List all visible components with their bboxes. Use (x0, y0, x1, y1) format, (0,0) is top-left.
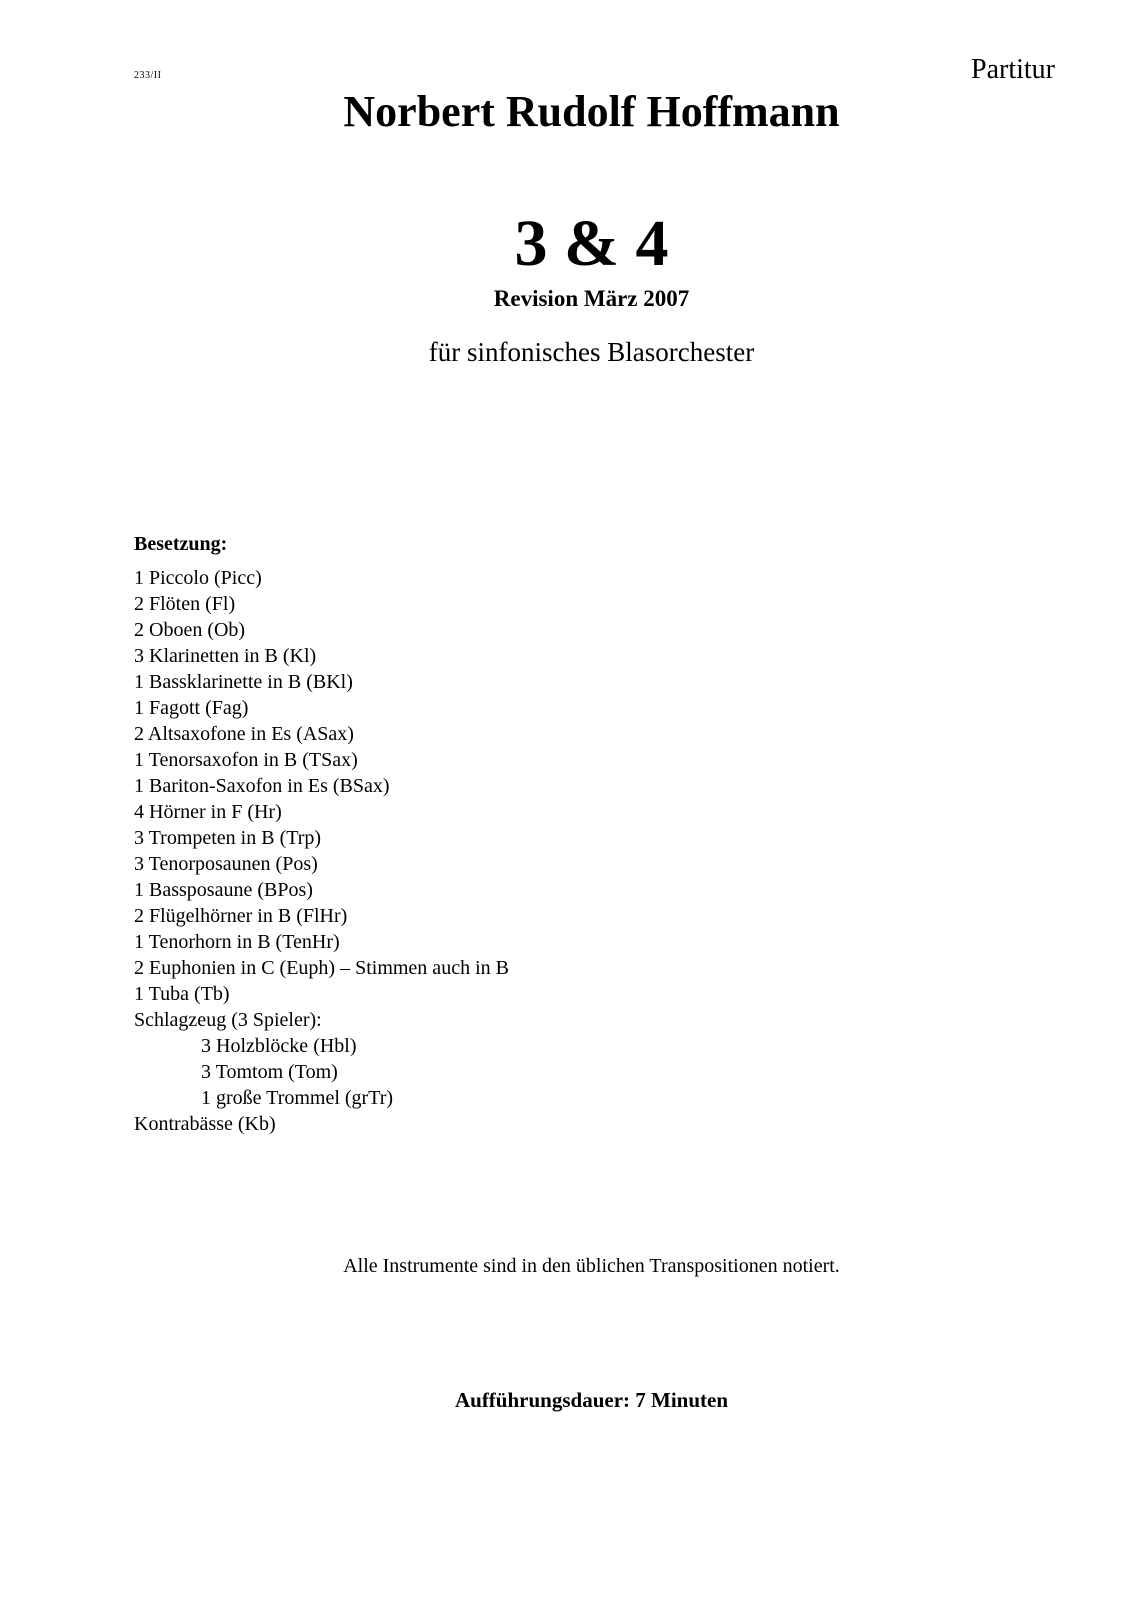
instrument-item: 1 Piccolo (Picc) (134, 567, 262, 589)
instrument-list (134, 565, 509, 1033)
percussion-item: 3 Tomtom (Tom) (201, 1061, 338, 1083)
instrument-item: 2 Euphonien in C (Euph) – Stimmen auch in B (134, 957, 509, 979)
performance-duration: Aufführungsdauer: 7 Minuten (454, 1388, 729, 1412)
ensemble-subtitle: für sinfonisches Blasorchester (428, 337, 755, 367)
instrument-item: 2 Flügelhörner in B (FlHr) (134, 905, 348, 927)
instrument-item: 1 Tenorsaxofon in B (TSax) (134, 749, 358, 771)
catalog-code: 233/II (134, 70, 162, 81)
instrument-item: 1 Fagott (Fag) (134, 697, 249, 719)
transposition-note: Alle Instrumente sind in den üblichen Transpositionen notiert. (343, 1255, 840, 1277)
composer-name: Norbert Rudolf Hoffmann (343, 87, 840, 136)
percussion-item: 3 Holzblöcke (Hbl) (201, 1035, 357, 1057)
instrument-item: 3 Trompeten in B (Trp) (134, 827, 322, 849)
instrument-item: 1 Bassposaune (BPos) (134, 879, 313, 901)
instrument-item: 2 Oboen (Ob) (134, 619, 246, 641)
instrument-item: 1 Bassklarinette in B (BKl) (134, 671, 353, 693)
instrument-item: 2 Flöten (Fl) (134, 593, 236, 615)
score-label: Partitur (971, 54, 1055, 85)
percussion-list (134, 1033, 509, 1111)
percussion-heading: Schlagzeug (3 Spieler): (134, 1009, 322, 1031)
percussion-item: 1 große Trommel (grTr) (201, 1087, 394, 1109)
work-title: 3 & 4 (514, 207, 669, 280)
instrument-item: 3 Klarinetten in B (Kl) (134, 645, 317, 667)
instrument-item: 4 Hörner in F (Hr) (134, 801, 282, 823)
instrument-item: 1 Tuba (Tb) (134, 983, 230, 1005)
instrument-item: 2 Altsaxofone in Es (ASax) (134, 723, 354, 745)
revision-date: Revision März 2007 (493, 286, 690, 311)
instrumentation-heading: Besetzung: (134, 533, 228, 555)
instrumentation-section (134, 531, 509, 1137)
instrument-item: 1 Bariton-Saxofon in Es (BSax) (134, 775, 390, 797)
instrument-item: 3 Tenorposaunen (Pos) (134, 853, 318, 875)
instrument-item-final: Kontrabässe (Kb) (134, 1113, 276, 1135)
instrument-item: 1 Tenorhorn in B (TenHr) (134, 931, 340, 953)
